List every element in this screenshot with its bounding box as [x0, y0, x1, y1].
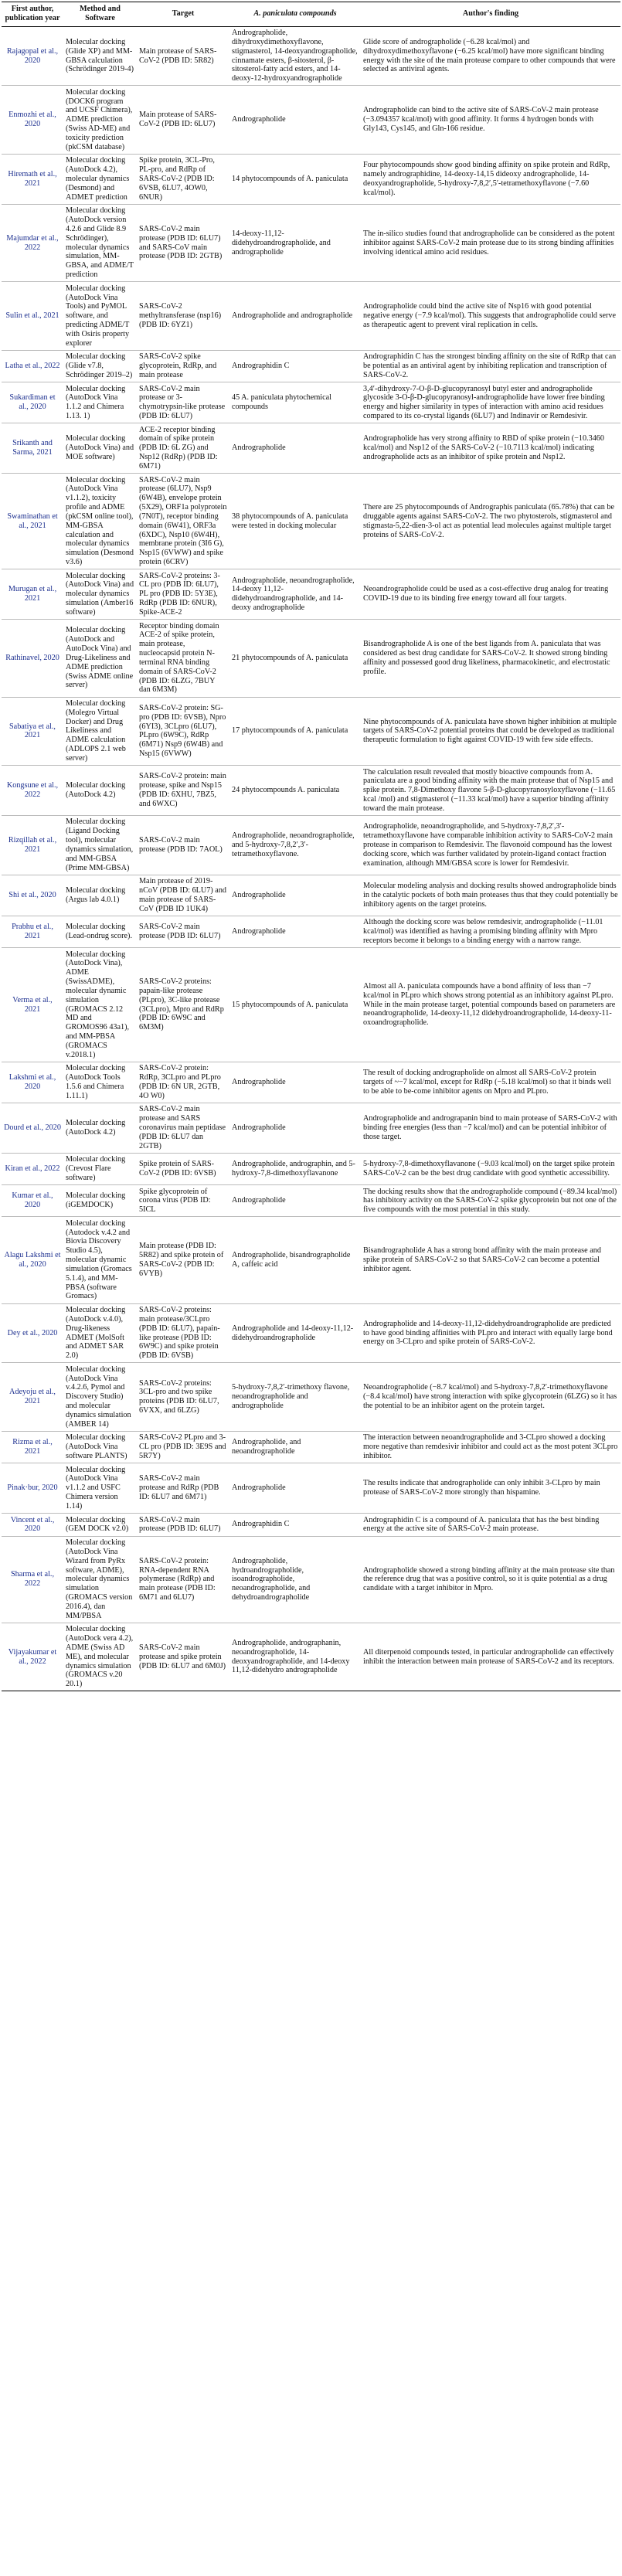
table-row [2, 569, 620, 620]
target-cell: Spike glycoprotein of corona virus (PDB ID: 5ICL [137, 1185, 229, 1217]
author-cell[interactable]: Rajagopal et al., 2020 [2, 26, 63, 86]
method-cell: Molecular docking (DOCK6 program and UCSF Chimera), ADME prediction (Swiss AD-ME) and toxicity prediction (pkCSM database) [63, 86, 137, 155]
compounds-cell: Andrographolide [229, 86, 361, 155]
author-cell[interactable]: Sulin et al., 2021 [2, 282, 63, 351]
method-cell: Molecular docking (AutoDock version 4.2.6 and Glide 8.9 Schrödinger), molecular dynamics simulation, MM-GBSA, and ADME/T prediction [63, 204, 137, 281]
table-row [2, 1062, 620, 1103]
target-cell: SARS-CoV-2 proteins: 3-CL pro (PDB ID: 6LU7), PL pro (PDB ID: 5Y3E), RdRp (PDB ID: 6NUR), Spike-ACE-2 [137, 569, 229, 620]
method-cell: Molecular docking (AutoDock Vina 1.1.2 and Chimera 1.13. 1) [63, 382, 137, 423]
target-cell: Main protease (PDB ID: 5R82) and spike protein of SARS-CoV-2 (PDB ID: 6VYB) [137, 1217, 229, 1303]
compounds-cell: Andrographidin C [229, 1514, 361, 1536]
target-cell: SARS-CoV-2 protein: RNA-dependent RNA polymerase (RdRp) and main protease (PDB ID: 6M71 and 6LU7) [137, 1536, 229, 1623]
target-cell: SARS-CoV-2 PLpro and 3-CL pro (PDB ID: 3E9S and 5R7Y) [137, 1432, 229, 1463]
author-cell[interactable]: Adeyoju et al., 2021 [2, 1363, 63, 1432]
target-cell: Main protease of 2019-nCoV (PDB ID: 6LU7) and main protease of SARS-CoV (PDB ID 1UK4) [137, 875, 229, 916]
method-cell: Molecular docking (Autodock v.4.2 and Biovia Discovery Studio 4.5), molecular dynamic simulation (Gromacs 5.1.4), and MM-PBSA (software Gromacs) [63, 1217, 137, 1303]
compounds-cell: Andrographolide and 14-deoxy-11,12-didehydroandrographolide [229, 1303, 361, 1363]
author-cell[interactable]: Prabhu et al., 2021 [2, 916, 63, 947]
target-cell: SARS-CoV-2 main protease (PDB ID: 7AOL) [137, 816, 229, 875]
table-row [2, 1153, 620, 1184]
finding-cell: Neoandrographolide (−8.7 kcal/mol) and 5-hydroxy-7,8,2′-trimethoxyflavone (−8.4 kcal/mol) have strong interaction with spike glycoprotein (6LZG) so it has the potential to be an inhibitor agent on the protein target. [361, 1363, 620, 1432]
table-body [2, 26, 620, 1691]
method-cell: Molecular docking (AutoDock 4.2), molecular dynamics (Desmond) and ADMET prediction [63, 154, 137, 204]
table-row [2, 1185, 620, 1217]
table-row [2, 282, 620, 351]
author-cell[interactable]: Verma et al., 2021 [2, 948, 63, 1062]
table-row [2, 1514, 620, 1536]
author-cell[interactable]: Sabatiya et al., 2021 [2, 697, 63, 766]
table-row [2, 916, 620, 947]
method-cell: Molecular docking (GEM DOCK v2.0) [63, 1514, 137, 1536]
header-method: Method and Software [63, 2, 137, 27]
target-cell: SARS-CoV-2 protein: main protease, spike and Nsp15 (PDB ID: 6XHU, 7BZ5, and 6WXC) [137, 766, 229, 816]
table-row [2, 875, 620, 916]
finding-cell: Bisandrographolide A is one of the best ligands from A. paniculata that was considered as best drug candidate for SARS-CoV-2. It showed strong binding affinity and possessed good drug likeliness, pharmacokinetic, and electrostatic profile. [361, 620, 620, 697]
method-cell: Molecular docking (Molegro Virtual Docker) and Drug Likeliness and ADME calculation (ADLOPS 2.1 web server) [63, 697, 137, 766]
method-cell: Molecular docking (AutoDock Tools 1.5.6 and Chimera 1.11.1) [63, 1062, 137, 1103]
author-cell[interactable]: Kumar et al., 2020 [2, 1185, 63, 1217]
compounds-cell: 24 phytocompounds A. paniculata [229, 766, 361, 816]
finding-cell: There are 25 phytocompounds of Andrographis paniculata (65.78%) that can be druggable agents against SARS-CoV-2. The two phytosterols, stigmasterol and stigmasta-5,22-dien-3-ol act as potential lead molecules against multiple target proteins of SARS-CoV-2. [361, 474, 620, 569]
method-cell: Molecular docking (AutoDock Vina Tools) and PyMOL software, and predicting ADME/T with Osiris property explorer [63, 282, 137, 351]
method-cell: Molecular docking (Ligand Docking tool), molecular dynamics simulation, and MM-GBSA (Prime MM-GBSA) [63, 816, 137, 875]
compounds-cell: Andrographolide [229, 1062, 361, 1103]
target-cell: SARS-CoV-2 main protease and SARS coronavirus main peptidase (PDB ID: 6LU7 dan 2GTB) [137, 1103, 229, 1153]
table-header [2, 2, 620, 27]
header-author: First author, publication year [2, 2, 63, 27]
compounds-cell: Andrographidin C [229, 350, 361, 382]
finding-cell: Neoandrographolide could be used as a cost-effective drug analog for treating COVID-19 due to its binding free energy toward all four targets. [361, 569, 620, 620]
finding-cell: Andrographolide could bind the active site of Nsp16 with good potential negative energy (−7.9 kcal/mol). This suggests that andrographolide could serve as therapeutic agent to prevent viral replication in cells. [361, 282, 620, 351]
author-cell[interactable]: Shi et al., 2020 [2, 875, 63, 916]
table-row [2, 1363, 620, 1432]
finding-cell: Andrographolide and andrograpanin bind to main protease of SARS-CoV-2 with binding free energies (less than −7 kcal/mol) and can be potential inhibitor of those target. [361, 1103, 620, 1153]
compounds-cell: 17 phytocompounds of A. paniculata [229, 697, 361, 766]
table-row [2, 766, 620, 816]
finding-cell: The result of docking andrographolide on almost all SARS-CoV-2 protein targets of ~−7 kcal/mol, except for RdRp (−5.18 kcal/mol) so that it binds well to be able to be-come inhibitor agents on Mpro and PLpro. [361, 1062, 620, 1103]
compounds-cell: Andrographolide, neoandrographolide, and 5-hydroxy-7,8,2′,3′-tetramethoxyflavone. [229, 816, 361, 875]
finding-cell: 5-hydroxy-7,8-dimethoxyflavanone (−9.03 kcal/mol) on the target spike protein SARS-CoV-2 can be the best drug candidate with good synthetic accessibility. [361, 1153, 620, 1184]
target-cell: SARS-CoV-2 main protease and RdRp (PDB ID: 6LU7 and 6M71) [137, 1463, 229, 1514]
target-cell: Spike protein of SARS-CoV-2 (PDB ID: 6VSB) [137, 1153, 229, 1184]
author-cell[interactable]: Enmozhi et al., 2020 [2, 86, 63, 155]
compounds-cell: 5-hydroxy-7,8,2′-trimethoxy flavone, neoandrographolide and andrographolide [229, 1363, 361, 1432]
compounds-cell: Andrographolide, andrographin, and 5-hydroxy-7,8-dimethoxyflavanone [229, 1153, 361, 1184]
target-cell: Spike protein, 3CL-Pro, PL-pro, and RdRp of SARS-CoV-2 (PDB ID: 6VSB, 6LU7, 4OW0, 6NUR) [137, 154, 229, 204]
target-cell: SARS-CoV-2 proteins: main protease/3CLpro (PDB ID: 6LU7), papain-like protease (PDB ID: 6W9C) and spike protein (PDB ID: 6VSB) [137, 1303, 229, 1363]
method-cell: Molecular docking (AutoDock Vina) and molecular dynamics simulation (Amber16 software) [63, 569, 137, 620]
author-cell[interactable]: Rizma et al., 2021 [2, 1432, 63, 1463]
finding-cell: The docking results show that the andrographolide compound (−89.34 kcal/mol) has inhibitory activity on the SARS-CoV-2 spike glycoprotein but not one of the five compounds with the most potential in this study. [361, 1185, 620, 1217]
compounds-cell: 45 A. paniculata phytochemical compounds [229, 382, 361, 423]
table-row [2, 86, 620, 155]
author-cell[interactable]: Sharma et al., 2022 [2, 1536, 63, 1623]
compounds-cell: 38 phytocompounds of A. paniculata were tested in docking molecular [229, 474, 361, 569]
author-cell[interactable]: Dourd et al., 2020 [2, 1103, 63, 1153]
author-cell[interactable]: Vijayakumar et al., 2022 [2, 1623, 63, 1691]
table-row [2, 154, 620, 204]
compounds-cell: Andrographolide, neoandrographolide, 14-deoxy 11,12-didehydroandrographolide, and 14-deoxy andrographolide [229, 569, 361, 620]
table-row [2, 1103, 620, 1153]
target-cell: SARS-CoV-2 proteins: papain-like protease (PLpro), 3C-like protease (3CLpro), Mpro and RdRp (PDB ID: 6W9C and 6M3M) [137, 948, 229, 1062]
author-cell[interactable]: Swaminathan et al., 2021 [2, 474, 63, 569]
finding-cell: Andrographolide can bind to the active site of SARS-CoV-2 main protease (−3.094357 kcal/mol) with good affinity. It forms 4 hydrogen bonds with Gly143, Cys145, and Gln-166 residue. [361, 86, 620, 155]
method-cell: Molecular docking (AutoDock 4.2) [63, 1103, 137, 1153]
compounds-cell: Andrographolide [229, 1463, 361, 1514]
table-row [2, 1536, 620, 1623]
method-cell: Molecular docking (Glide v7.8, Schrödinger 2019–2) [63, 350, 137, 382]
target-cell: SARS-CoV-2 methyltransferase (nsp16) (PDB ID: 6YZ1) [137, 282, 229, 351]
method-cell: Molecular docking (Lead-ondrug score). [63, 916, 137, 947]
table-row [2, 26, 620, 86]
author-cell[interactable]: Majumdar et al., 2022 [2, 204, 63, 281]
author-cell[interactable]: Rathinavel, 2020 [2, 620, 63, 697]
target-cell: SARS-CoV-2 main protease (6LU7), Nsp9 (6W4B), envelope protein (5X29), ORF1a polyprotein (7N0T), receptor binding domain (6W41), ORF3a (6XDC), Nsp10 (6W4H), membrane protein (3I6 G), Nsp15 (6VWW) and spike protein (6CRV) [137, 474, 229, 569]
method-cell: Molecular docking (AutoDock Vina) and MOE software) [63, 423, 137, 474]
table-row [2, 620, 620, 697]
table-row [2, 382, 620, 423]
table-row [2, 697, 620, 766]
target-cell: SARS-CoV-2 main protease (PDB ID: 6LU7) [137, 1514, 229, 1536]
method-cell: Molecular docking (AutoDock 4.2) [63, 766, 137, 816]
method-cell: Molecular docking (AutoDock Vina software PLANTS) [63, 1432, 137, 1463]
target-cell: Main protease of SARS-CoV-2 (PDB ID: 5R82) [137, 26, 229, 86]
method-cell: Molecular docking (iGEMDOCK) [63, 1185, 137, 1217]
author-cell[interactable]: Dey et al., 2020 [2, 1303, 63, 1363]
author-cell[interactable]: Lakshmi et al., 2020 [2, 1062, 63, 1103]
author-cell[interactable]: Pinak·bur, 2020 [2, 1463, 63, 1514]
finding-cell: Andrographolide showed a strong binding affinity at the main protease site than the reference drug that was a positive control, so it is quite potential as a drug candidate with a target inhibitor in Mpro. [361, 1536, 620, 1623]
finding-cell: Molecular modeling analysis and docking results showed andrographolide binds in the catalytic pockets of both main proteases thus that they could potentially be inhibitory agents on the target proteins. [361, 875, 620, 916]
compounds-cell: Andrographolide, bisandrographolide A, caffeic acid [229, 1217, 361, 1303]
finding-cell: The results indicate that andrographolide can only inhibit 3-CLpro by main protease of SARS-CoV-2 more strongly than hispamine. [361, 1463, 620, 1514]
compounds-cell: Andrographolide, andrographanin, neoandrographolide, 14-deoxyandrographolide, and 14-deoxy 11,12-didehydro andrographolide [229, 1623, 361, 1691]
compounds-cell: Andrographolide, hydroandrographolide, isoandrographolide, neoandrographolide, and dehydroandrographolide [229, 1536, 361, 1623]
finding-cell: Four phytocompounds show good binding affinity on spike protein and RdRp, namely andrographidine, 14-deoxy-14,15 dideoxy andrographolide, 14-deoxyandrographolide, 5-hydroxy-7,8,2′,5′-tetramethoxyflavone (−7.60 kcal/mol). [361, 154, 620, 204]
author-cell[interactable]: Murugan et al., 2021 [2, 569, 63, 620]
author-cell[interactable]: Hiremath et al., 2021 [2, 154, 63, 204]
target-cell: SARS-CoV-2 protein: RdRp, 3CLpro and PLpro (PDB ID: 6N UR, 2GTB, 4O W0) [137, 1062, 229, 1103]
author-cell[interactable]: Sukardiman et al., 2020 [2, 382, 63, 423]
header-finding: Author's finding [361, 2, 620, 27]
target-cell: SARS-CoV-2 main protease or 3-chymotrypsin-like protease (PDB ID: 6LU7) [137, 382, 229, 423]
compounds-cell: Andrographolide [229, 916, 361, 947]
table-row [2, 350, 620, 382]
table-row [2, 948, 620, 1062]
table-row [2, 816, 620, 875]
finding-cell: Almost all A. paniculata compounds have a bond affinity of less than −7 kcal/mol in PLpro which shows strong potential as an inhibitory against PLpro. While in the main protease target, potential compounds based on parameters are neoandrographolide, 14-deoxy-11,12 didehydroandrographolide, 14-deoxy-11-oxoandrographolide. [361, 948, 620, 1062]
method-cell: Molecular docking (Glide XP) and MM-GBSA calculation (Schrödinger 2019-4) [63, 26, 137, 86]
finding-cell: Although the docking score was below remdesivir, andrographolide (−11.01 kcal/mol) was identified as having a promising binding affinity with Mpro receptors become it belongs to a binding energy with a narrow range. [361, 916, 620, 947]
author-cell[interactable]: Rizqillah et al., 2021 [2, 816, 63, 875]
finding-cell: Bisandrographolide A has a strong bond affinity with the main protease and spike protein of SARS-CoV-2 so that SARS-CoV-2 can become a potential inhibitor agent. [361, 1217, 620, 1303]
author-cell[interactable]: Kiran et al., 2022 [2, 1153, 63, 1184]
finding-cell: 3,4′-dihydroxy-7-O-β-D-glucopyranosyl butyl ester and andrographolide glycoside 3-O-β-D-glucopyranosyl-andrographolide have lower free binding energy and higher similarity in types of interaction with amino acid residues compared to its co-crystal ligands (6LU7) and Indinavir or Remdesivir. [361, 382, 620, 423]
table-row [2, 1217, 620, 1303]
compounds-cell: 14-deoxy-11,12-didehydroandrographolide, and andrographolide [229, 204, 361, 281]
compounds-cell: Andrographolide [229, 1185, 361, 1217]
author-cell[interactable]: Alagu Lakshmi et al., 2020 [2, 1217, 63, 1303]
compounds-cell: Andrographolide, dihydroxydimethoxyflavone, stigmasterol, 14-deoxyandrographolide, cinnamate esters, β-sitosterol, β-sitosterol-fatty acid esters, and 14-deoxy-12-hydroxyandrographolide [229, 26, 361, 86]
method-cell: Molecular docking (AutoDock Vina v1.1.2 and USFC Chimera version 1.14) [63, 1463, 137, 1514]
method-cell: Molecular docking (AutoDock v.4.0), Drug-likeness ADMET (MolSoft and ADMET SAR 2.0) [63, 1303, 137, 1363]
compounds-cell: Andrographolide [229, 1103, 361, 1153]
compounds-cell: Andrographolide and andrographolide [229, 282, 361, 351]
author-cell[interactable]: Vincent et al., 2020 [2, 1514, 63, 1536]
table-row [2, 423, 620, 474]
method-cell: Molecular docking (AutoDock vera 4.2), ADME (Swiss AD ME), and molecular dynamics simulation (GROMACS v.20 20.1) [63, 1623, 137, 1691]
finding-cell: Andrographolide, neoandrographolide, and 5-hydroxy-7,8,2′,3′-tetramethoxyflavone have comparable inhibition activity to SARS-CoV-2 main protease in comparison to Remdesivir. The flavonoid compound has the lowest docking score, which was further validated by protein-ligand contact fraction examination, although MM/GBSA score is lower for Remdesivir. [361, 816, 620, 875]
header-target: Target [137, 2, 229, 27]
compounds-cell: Andrographolide [229, 875, 361, 916]
table-row [2, 1432, 620, 1463]
finding-cell: Nine phytocompounds of A. paniculata have shown higher inhibition at multiple targets of SARS-CoV-2 potential proteins that could be developed as traditional therapeutic formulation to fight against COVID-19 with few side effects. [361, 697, 620, 766]
compounds-cell: Andrographolide [229, 423, 361, 474]
table-row [2, 474, 620, 569]
target-cell: SARS-CoV-2 spike glycoprotein, RdRp, and main protease [137, 350, 229, 382]
method-cell: Molecular docking (AutoDock Vina v1.1.2), toxicity profile and ADME (pkCSM online tool), MM-GBSA calculation and molecular dynamics simulation (Desmond v3.6) [63, 474, 137, 569]
compounds-cell: Andrographolide, and neoandrographolide [229, 1432, 361, 1463]
finding-cell: The interaction between neoandrographolide and 3-CLpro showed a docking more negative than remdesivir inhibitor and could act as the most potent 3CLpro inhibitor. [361, 1432, 620, 1463]
finding-cell: Glide score of andrographolide (−6.28 kcal/mol) and dihydroxydimethoxyflavone (−6.25 kcal/mol) have more significant binding energy with the site of the main protease compare to other compounds that were selected as antiviral agents. [361, 26, 620, 86]
author-cell[interactable]: Kongsune et al., 2022 [2, 766, 63, 816]
header-row [2, 2, 620, 27]
table-row [2, 1623, 620, 1691]
author-cell[interactable]: Latha et al., 2022 [2, 350, 63, 382]
compounds-cell: 14 phytocompounds of A. paniculata [229, 154, 361, 204]
finding-cell: The in-silico studies found that andrographolide can be considered as the potent inhibitor against SARS-CoV-2 main protease due to its strong binding affinities involving identical amino acid residues. [361, 204, 620, 281]
table-row [2, 1303, 620, 1363]
findings-table [2, 2, 620, 1691]
finding-cell: Andrographolide has very strong affinity to RBD of spike protein (−10.3460 kcal/mol) and Nsp12 of the SARS-CoV-2 (−10.7113 kcal/mol) indicating andrographolide acts as an inhibitor of spike protein and Nsp12. [361, 423, 620, 474]
author-cell[interactable]: Srikanth and Sarma, 2021 [2, 423, 63, 474]
target-cell: SARS-CoV-2 main protease (PDB ID: 6LU7) and SARS-CoV main protease (PDB ID: 2GTB) [137, 204, 229, 281]
target-cell: SARS-CoV-2 main protease and spike protein (PDB ID: 6LU7 and 6M0J) [137, 1623, 229, 1691]
target-cell: SARS-CoV-2 protein: SG-pro (PDB ID: 6VSB), Npro (6YI3), 3CLpro (6LU7), PLpro (6W9C), RdRp (6M71) Nsp9 (6W4B) and Nsp15 (6VWW) [137, 697, 229, 766]
target-cell: Main protease of SARS-CoV-2 (PDB ID: 6LU7) [137, 86, 229, 155]
method-cell: Molecular docking (AutoDock and AutoDock Vina) and Drug-Likeliness and ADME prediction (Swiss ADME online server) [63, 620, 137, 697]
method-cell: Molecular docking (Argus lab 4.0.1) [63, 875, 137, 916]
table-row [2, 1463, 620, 1514]
table-row [2, 204, 620, 281]
method-cell: Molecular docking (Crevost Flare software) [63, 1153, 137, 1184]
finding-cell: The calculation result revealed that mostly bioactive compounds from A. paniculata are a good binding affinity with the main protease that of Nsp15 and spike protein. 7,8-Dimethoxy flavone 5-β-D-glucopyranosyloxyflavone (−11.65 kcal /mol) and stigmasterol (−11.33 kcal/mol) have a superior binding affinity toward the main protease. [361, 766, 620, 816]
target-cell: SARS-CoV-2 proteins: 3CL-pro and two spike proteins (PDB ID: 6LU7, 6VXX, and 6LZG) [137, 1363, 229, 1432]
method-cell: Molecular docking (AutoDock Vina Wizard from PyRx software, ADME), molecular dynamics simulation (GROMACS version 2016.4), dan MM/PBSA [63, 1536, 137, 1623]
target-cell: Receptor binding domain ACE-2 of spike protein, main protease, nucleocapsid protein N-terminal RNA binding domain of SARS-CoV-2 (PDB ID: 6LZG, 7BUY dan 6M3M) [137, 620, 229, 697]
target-cell: ACE-2 receptor binding domain of spike protein (PDB ID: 6L ZG) and Nsp12 (RdRp) (PDB ID: 6M71) [137, 423, 229, 474]
finding-cell: Andrographidin C is a compound of A. paniculata that has the best binding energy at the active site of SARS-CoV-2 main protease. [361, 1514, 620, 1536]
compounds-cell: 21 phytocompounds of A. paniculata [229, 620, 361, 697]
finding-cell: All diterpenoid compounds tested, in particular andrographolide can effectively inhibit the interaction between main protease of SARS-CoV-2 and its receptors. [361, 1623, 620, 1691]
compounds-cell: 15 phytocompounds of A. paniculata [229, 948, 361, 1062]
finding-cell: Andrographolide and 14-deoxy-11,12-didehydroandrographolide are predicted to have good binding affinities with PLpro and interact with equally large bond energy on 3-CLpro and spike protein of SARS-CoV-2. [361, 1303, 620, 1363]
method-cell: Molecular docking (AutoDock Vina v.4.2.6, Pymol and Discovery Studio) and molecular dynamics simulation (AMBER 14) [63, 1363, 137, 1432]
method-cell: Molecular docking (AutoDock Vina), ADME (SwissADME), molecular dynamic simulation (GROMACS 2.12 MD and GROMOS96 43a1), and MM-PBSA (GROMACS v.2018.1) [63, 948, 137, 1062]
header-compounds: A. paniculata compounds [229, 2, 361, 27]
finding-cell: Andrographidin C has the strongest binding affinity on the site of RdRp that can be potential as an antiviral agent by inhibiting replication and transcription of SARS-CoV-2. [361, 350, 620, 382]
target-cell: SARS-CoV-2 main protease (PDB ID: 6LU7) [137, 916, 229, 947]
